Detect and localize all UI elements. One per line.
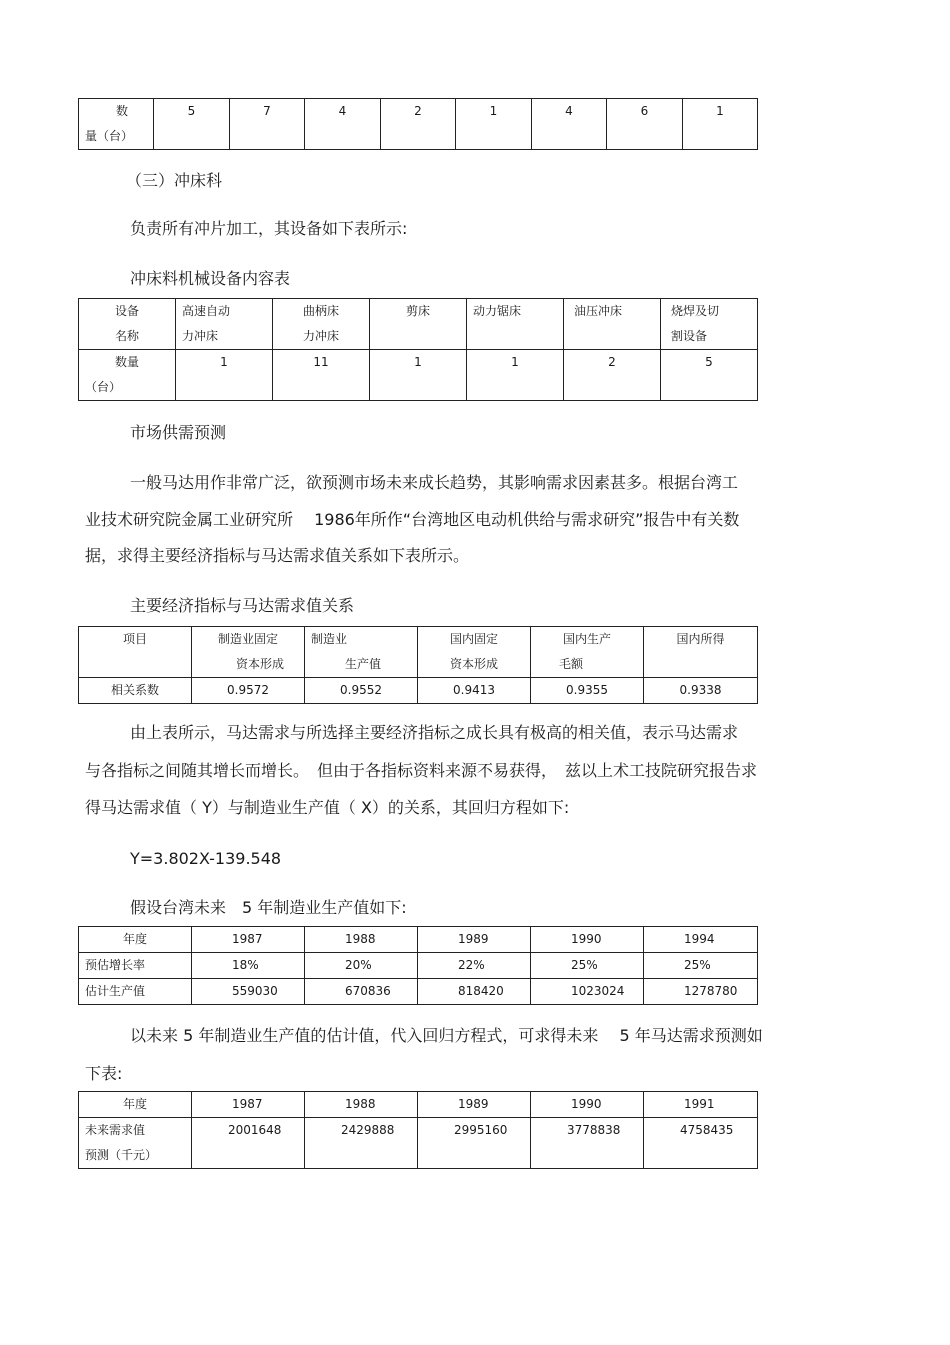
- demand-cell: 3778838: [531, 1118, 644, 1169]
- paragraph-line: 下表:: [85, 1064, 123, 1083]
- year-cell: 1989: [418, 1092, 531, 1118]
- year-cell: 1988: [305, 927, 418, 953]
- growth-cell: 20%: [305, 953, 418, 979]
- regression-equation: Y=3.802X-139.548: [130, 849, 282, 868]
- section-title: （三）冲床科: [126, 171, 223, 190]
- row-label: 相关系数: [79, 678, 192, 704]
- equipment-name-cell: 动力锯床: [467, 299, 564, 350]
- year-cell: 1990: [531, 927, 644, 953]
- count-cell: 1: [370, 350, 467, 401]
- paragraph-line: 业技术研究院金属工业研究所 1986年所作“台湾地区电动机供给与需求研究”报告中有关数: [85, 510, 740, 529]
- year-cell: 1990: [531, 1092, 644, 1118]
- section-intro: 负责所有冲片加工，其设备如下表所示:: [130, 219, 408, 238]
- count-cell: 5: [661, 350, 758, 401]
- count-cell: 2: [381, 99, 456, 150]
- paragraph-line: 以未来 5 年制造业生产值的估计值，代入回归方程式，可求得未来 5 年马达需求预测如: [130, 1026, 763, 1045]
- paragraph-line: 得马达需求值（ Y）与制造业生产值（ X）的关系，其回归方程如下:: [85, 798, 570, 817]
- count-cell: 6: [607, 99, 683, 150]
- corr-table-caption: 主要经济指标与马达需求值关系: [130, 596, 355, 615]
- count-cell: 1: [456, 99, 532, 150]
- year-cell: 1987: [192, 927, 305, 953]
- value-cell: 559030: [192, 979, 305, 1005]
- value-cell: 1023024: [531, 979, 644, 1005]
- column-header: 国内固定 资本形成: [418, 627, 531, 678]
- growth-cell: 25%: [531, 953, 644, 979]
- growth-cell: 22%: [418, 953, 531, 979]
- column-header: 国内生产 毛额: [531, 627, 644, 678]
- count-cell: 5: [154, 99, 230, 150]
- count-row-label: 数量 （台）: [79, 350, 176, 401]
- equipment-count-table-top: [78, 98, 758, 150]
- press-table-caption: 冲床料机械设备内容表: [130, 269, 291, 288]
- growth-cell: 25%: [644, 953, 758, 979]
- row-label: 年度: [79, 927, 192, 953]
- count-cell: 1: [176, 350, 273, 401]
- value-cell: 818420: [418, 979, 531, 1005]
- year-cell: 1991: [644, 1092, 758, 1118]
- demand-cell: 2995160: [418, 1118, 531, 1169]
- year-cell: 1988: [305, 1092, 418, 1118]
- correlation-cell: 0.9552: [305, 678, 418, 704]
- growth-cell: 18%: [192, 953, 305, 979]
- equipment-name-cell: 剪床: [370, 299, 467, 350]
- year-cell: 1987: [192, 1092, 305, 1118]
- equipment-name-cell: 曲柄床 力冲床: [273, 299, 370, 350]
- count-cell: 1: [467, 350, 564, 401]
- column-header: 制造业 生产值: [305, 627, 418, 678]
- paragraph-line: 假设台湾未来 5 年制造业生产值如下:: [130, 898, 407, 917]
- column-header: 项目: [79, 627, 192, 678]
- count-cell: 4: [305, 99, 381, 150]
- count-cell: 4: [532, 99, 607, 150]
- count-cell: 7: [230, 99, 305, 150]
- year-cell: 1989: [418, 927, 531, 953]
- market-heading: 市场供需预测: [130, 423, 227, 442]
- row-label: 未来需求值 预测（千元）: [79, 1118, 192, 1169]
- equipment-name-header: 设备 名称: [79, 299, 176, 350]
- paragraph-line: 据，求得主要经济指标与马达需求值关系如下表所示。: [85, 546, 470, 565]
- paragraph-line: 由上表所示，马达需求与所选择主要经济指标之成长具有极高的相关值，表示马达需求: [130, 723, 739, 742]
- paragraph-line: 与各指标之间随其增长而增长。 但由于各指标资料来源不易获得， 兹以上术工技院研究报告求: [85, 761, 758, 780]
- demand-cell: 2001648: [192, 1118, 305, 1169]
- correlation-cell: 0.9413: [418, 678, 531, 704]
- correlation-table: [78, 626, 758, 704]
- equipment-name-cell: 高速自动 力冲床: [176, 299, 273, 350]
- value-cell: 1278780: [644, 979, 758, 1005]
- count-row-label: 数 量（台）: [79, 99, 154, 150]
- press-equipment-table: [78, 298, 758, 401]
- correlation-cell: 0.9338: [644, 678, 758, 704]
- correlation-cell: 0.9355: [531, 678, 644, 704]
- equipment-name-cell: 油压冲床: [564, 299, 661, 350]
- value-cell: 670836: [305, 979, 418, 1005]
- demand-cell: 4758435: [644, 1118, 758, 1169]
- paragraph-line: 一般马达用作非常广泛，欲预测市场未来成长趋势，其影响需求因素甚多。根据台湾工: [130, 473, 739, 492]
- year-cell: 1994: [644, 927, 758, 953]
- column-header: 国内所得: [644, 627, 758, 678]
- demand-cell: 2429888: [305, 1118, 418, 1169]
- count-cell: 1: [683, 99, 758, 150]
- row-label: 年度: [79, 1092, 192, 1118]
- row-label: 预估增长率: [79, 953, 192, 979]
- row-label: 估计生产值: [79, 979, 192, 1005]
- demand-forecast-table: [78, 1091, 758, 1169]
- count-cell: 11: [273, 350, 370, 401]
- column-header: 制造业固定 资本形成: [192, 627, 305, 678]
- correlation-cell: 0.9572: [192, 678, 305, 704]
- count-cell: 2: [564, 350, 661, 401]
- equipment-name-cell: 烧焊及切 割设备: [661, 299, 758, 350]
- production-value-table: [78, 926, 758, 1005]
